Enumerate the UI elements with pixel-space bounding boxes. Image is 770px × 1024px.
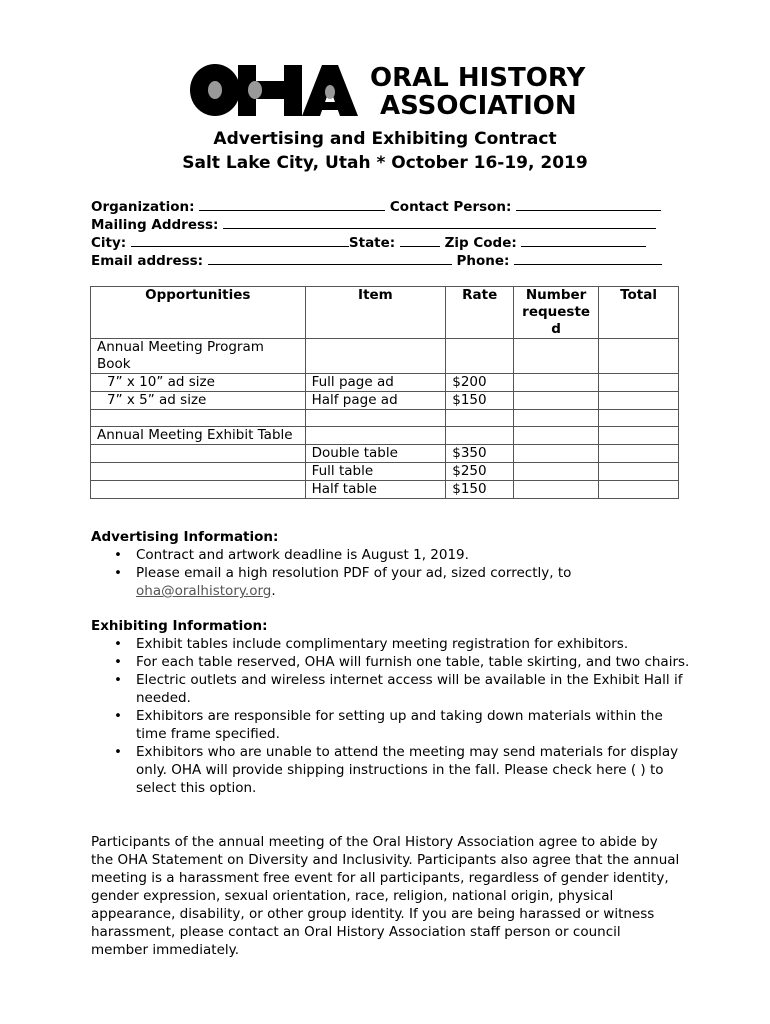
- table-row: [91, 463, 679, 481]
- total-cell[interactable]: [599, 339, 679, 374]
- exhibiting-list: [91, 635, 696, 797]
- header-number-requested: Number requeste d: [514, 287, 599, 339]
- number-cell[interactable]: [514, 463, 599, 481]
- form-row-organization: [91, 198, 661, 215]
- contact-person-label: Contact Person:: [389, 199, 512, 215]
- table-row: [91, 339, 679, 374]
- email-field[interactable]: [208, 252, 452, 265]
- table-row: [91, 427, 679, 445]
- list-item: • Exhibitors are responsible for setting up and taking down materials within the time frame specified.: [136, 707, 696, 743]
- organization-label: Organization:: [91, 199, 195, 215]
- list-item: • For each table reserved, OHA will furnish one table, table skirting, and two chairs.: [136, 653, 696, 671]
- table-header-row: [91, 287, 679, 339]
- ad-size-label: 7” x 10” ad size: [91, 374, 306, 392]
- header-rate: Rate: [446, 287, 514, 339]
- exhibit-table-label: Annual Meeting Exhibit Table: [91, 427, 306, 445]
- total-cell[interactable]: [599, 392, 679, 410]
- item-cell: Full table: [305, 463, 446, 481]
- total-cell[interactable]: [599, 445, 679, 463]
- phone-field[interactable]: [514, 252, 662, 265]
- program-book-label: Annual Meeting Program Book: [91, 339, 306, 374]
- header-total: Total: [599, 287, 679, 339]
- state-label: State:: [348, 235, 396, 251]
- total-cell[interactable]: [599, 427, 679, 445]
- logo-name-line1: ORAL HISTORY: [370, 63, 586, 93]
- number-cell[interactable]: [514, 481, 599, 499]
- zip-label: Zip Code:: [444, 235, 517, 251]
- total-cell[interactable]: [599, 374, 679, 392]
- rate-cell: $350: [446, 445, 514, 463]
- ad-size-label: 7” x 5” ad size: [91, 392, 306, 410]
- oha-logo: [190, 62, 586, 121]
- number-cell[interactable]: [514, 445, 599, 463]
- mailing-address-label: Mailing Address:: [91, 217, 219, 233]
- table-row: [91, 445, 679, 463]
- advertising-list: [91, 546, 696, 600]
- mailing-address-field[interactable]: [223, 216, 656, 229]
- advertising-section: [91, 528, 696, 600]
- city-label: City:: [91, 235, 127, 251]
- header-item: Item: [305, 287, 446, 339]
- advertising-heading: Advertising Information:: [91, 529, 279, 545]
- list-item: • Contract and artwork deadline is August 1, 2019.: [136, 546, 696, 564]
- table-row: [91, 374, 679, 392]
- form-row-email: [91, 252, 662, 269]
- rate-cell: $200: [446, 374, 514, 392]
- item-cell: Half table: [305, 481, 446, 499]
- state-field[interactable]: [400, 234, 440, 247]
- email-label: Email address:: [91, 253, 204, 269]
- city-field[interactable]: [131, 234, 349, 247]
- zip-field[interactable]: [521, 234, 646, 247]
- header-opportunities: Opportunities: [91, 287, 306, 339]
- list-item: • Electric outlets and wireless internet access will be available in the Exhibit Hall if needed.: [136, 671, 696, 707]
- opportunities-table: [90, 286, 679, 499]
- exhibiting-heading: Exhibiting Information:: [91, 618, 268, 634]
- email-link[interactable]: oha@oralhistory.org: [136, 583, 272, 599]
- list-item: • Exhibit tables include complimentary meeting registration for exhibitors.: [136, 635, 696, 653]
- number-cell[interactable]: [514, 374, 599, 392]
- item-cell: Half page ad: [305, 392, 446, 410]
- table-row: [91, 481, 679, 499]
- page-title: Advertising and Exhibiting Contract: [213, 129, 557, 149]
- rate-cell: $250: [446, 463, 514, 481]
- form-row-city: [91, 234, 646, 251]
- organization-field[interactable]: [199, 198, 385, 211]
- form-row-mailing: [91, 216, 656, 233]
- number-cell[interactable]: [514, 427, 599, 445]
- table-row: [91, 392, 679, 410]
- contact-person-field[interactable]: [516, 198, 661, 211]
- total-cell[interactable]: [599, 463, 679, 481]
- exhibiting-section: [91, 617, 696, 797]
- item-cell: Double table: [305, 445, 446, 463]
- number-cell[interactable]: [514, 392, 599, 410]
- rate-cell: $150: [446, 481, 514, 499]
- list-item-end: .: [271, 583, 276, 599]
- list-item: [136, 564, 696, 600]
- page-subtitle: Salt Lake City, Utah * October 16-19, 2019: [182, 153, 588, 173]
- oha-logo-mark: [190, 62, 362, 120]
- number-cell[interactable]: [514, 339, 599, 374]
- list-item-text: Please email a high resolution PDF of your ad, sized correctly, to: [136, 565, 572, 581]
- list-item: • Exhibitors who are unable to attend the meeting may send materials for display only. OHA will provide shipping instructions in the fall. Please check here ( ) to select this option.: [136, 743, 696, 797]
- logo-name-line2: ASSOCIATION: [380, 91, 577, 121]
- inclusivity-statement: Participants of the annual meeting of the Oral History Association agree to abide by the OHA Statement on Diversity and Inclusivity. Participants also agree that the annual meeting is a harassment free event for all participants, regardless of gender identity, gender expression, sexual orientation, race, religion, national origin, physical appearance, disability, or other group identity. If you are being harassed or witness harassment, please contact an Oral History Association staff person or council member immediately.: [91, 834, 680, 958]
- table-row: [91, 410, 679, 427]
- phone-label: Phone:: [456, 253, 510, 269]
- total-cell[interactable]: [599, 481, 679, 499]
- rate-cell: $150: [446, 392, 514, 410]
- item-cell: Full page ad: [305, 374, 446, 392]
